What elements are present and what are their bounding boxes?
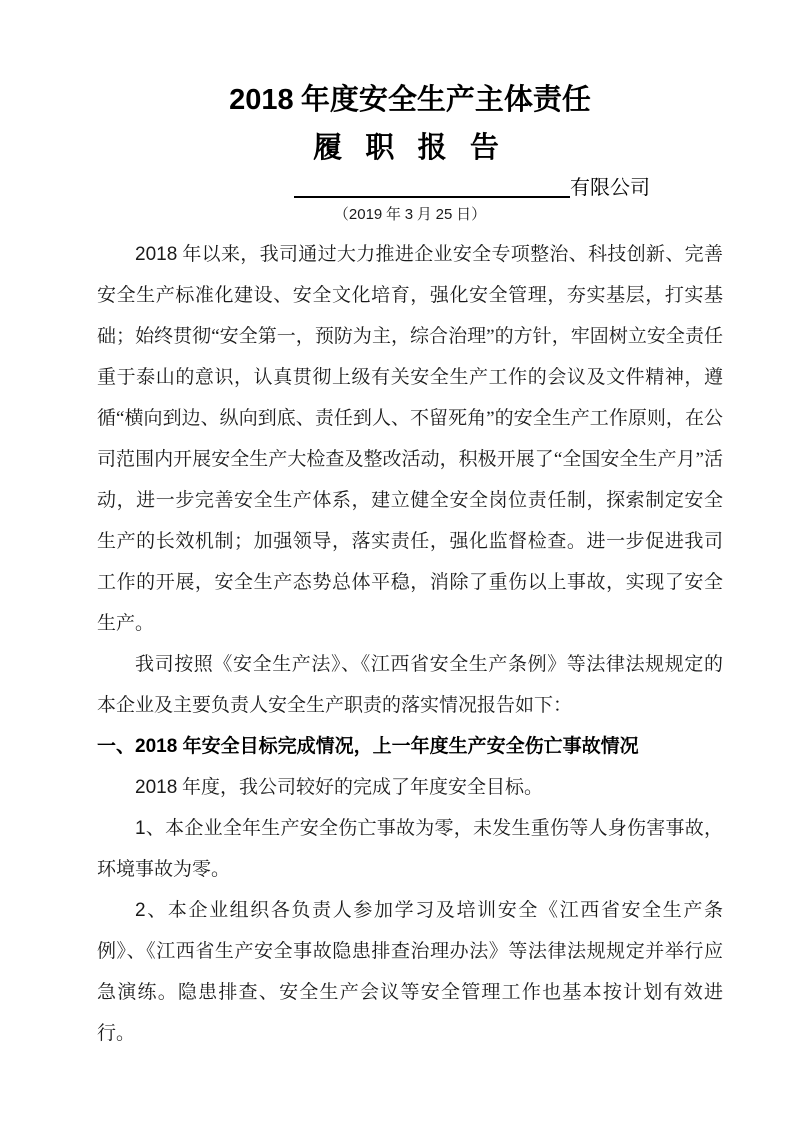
body-paragraph-3: 2018 年度，我公司较好的完成了年度安全目标。 <box>135 777 544 798</box>
signature-underline <box>294 176 570 198</box>
body-paragraph-1: 2018 年以来，我司通过大力推进企业安全专项整治、科技创新、完善安全生产标准化建设、安全文化培育，强化安全管理，夯实基层，打实基础；始终贯彻“安全第一，预防为主，综合治理”的方针，牢固树立安全责任重于泰山的意识，认真贯彻上级有关安全生产工作的会议及文件精神，遵循“横向到边、纵向到底、责任到人、不留死角”的安全生产工作原则，在公司范围内开展安全生产大检查及整改活动，积极开展了“全国安全生产月”活动，进一步完善安全生产体系，建立健全安全岗位责任制，探索制定安全生产的长效机制；加强领导，落实责任，强化监督检查。进一步促进我司工作的开展，安全生产态势总体平稳，消除了重伤以上事故，实现了安全生产。 <box>97 244 723 634</box>
body-paragraph-2: 我司按照《安全生产法》、《江西省安全生产条例》等法律法规规定的本企业及主要负责人安全生产职责的落实情况报告如下： <box>97 654 723 716</box>
doc-title-line2: 履 职 报 告 <box>313 132 507 164</box>
signature-row <box>97 174 723 202</box>
doc-title-line1: 2018 年度安全生产主体责任 <box>229 84 591 116</box>
document-body <box>97 234 723 1054</box>
report-date: （2019 年 3 月 25 日） <box>333 206 487 223</box>
section-heading-1: 一、2018 年安全目标完成情况，上一年度生产安全伤亡事故情况 <box>97 736 639 757</box>
body-paragraph-4: 1、本企业全年生产安全伤亡事故为零，未发生重伤等人身伤害事故，环境事故为零。 <box>97 818 723 880</box>
body-paragraph-5: 2、本企业组织各负责人参加学习及培训安全《江西省安全生产条例》、《江西省生产安全事故隐患排查治理办法》等法律法规规定并举行应急演练。隐患排查、安全生产会议等安全管理工作也基本按计划有效进行。 <box>97 900 723 1044</box>
company-suffix-label: 有限公司 <box>570 177 650 199</box>
doc-title <box>97 76 723 172</box>
